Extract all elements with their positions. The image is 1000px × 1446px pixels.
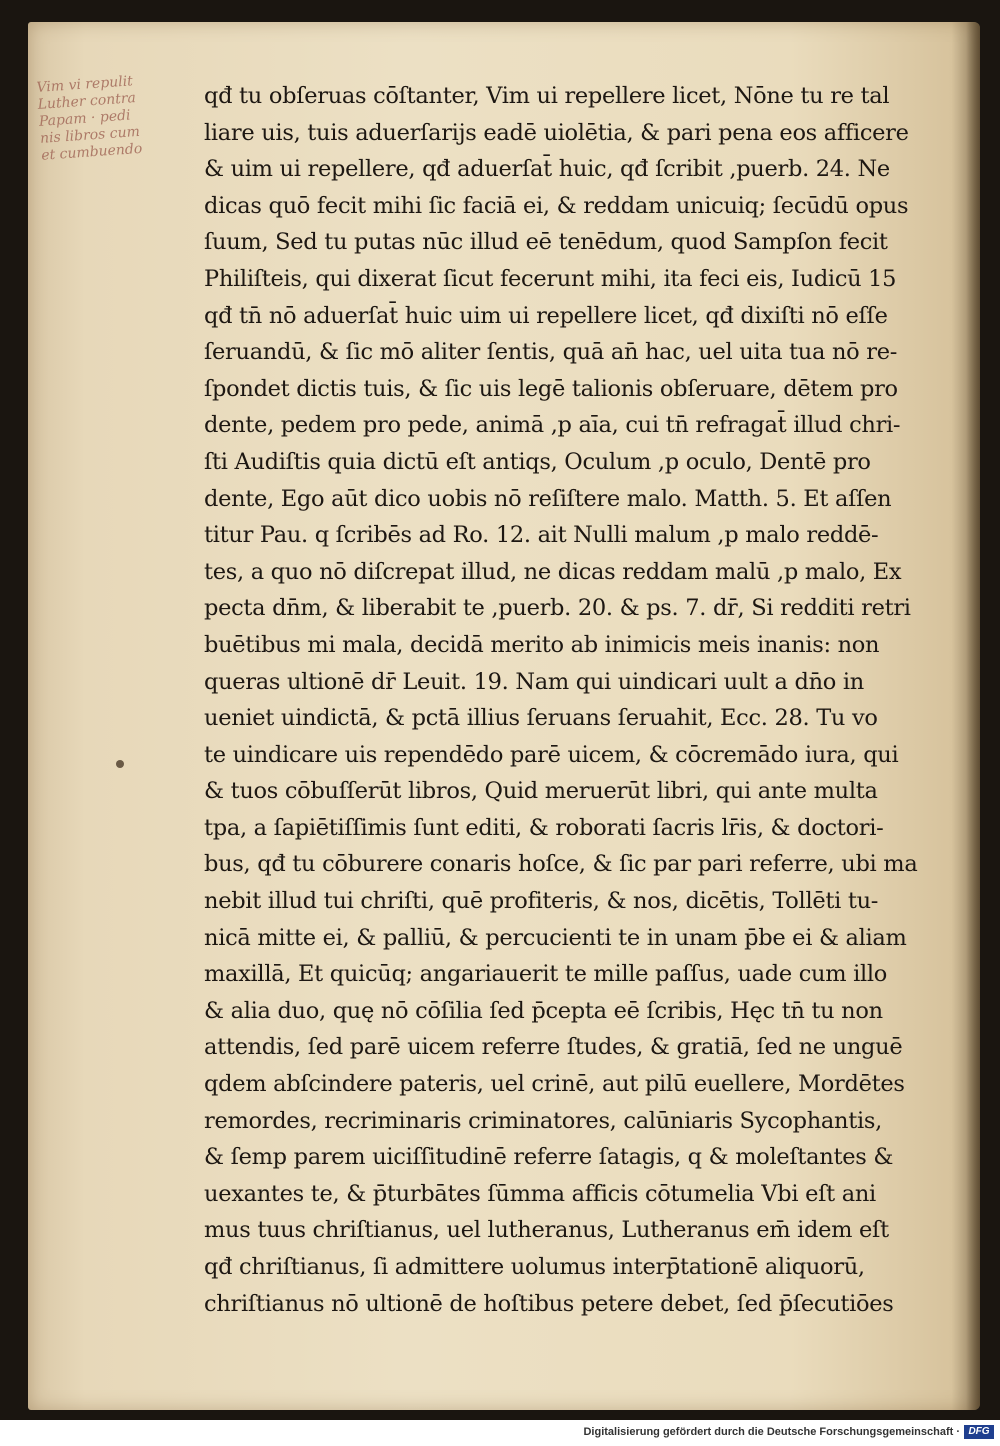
text-line: remordes, recriminaris criminatores, calūniaris Sycophantis, <box>204 1107 882 1134</box>
text-line: chriſtianus nō ultionē de hoſtibus petere debet, ſed p̄ſecutiōes <box>204 1290 894 1317</box>
text-line: pecta dn̄m, & liberabit te ,puerb. 20. & ps. 7. dr̄, Si redditi retri <box>204 595 911 622</box>
text-line: ſti Audiſtis quia dictū eſt antiqs, Oculum ,p oculo, Dentē pro <box>204 448 871 475</box>
text-line: qđ tn̄ nō aduerſat̄ huic uim ui repellere licet, qđ dixiſti nō eſſe <box>204 302 888 329</box>
funding-credit: Digitalisierung gefördert durch die Deutsche Forschungsgemeinschaft · <box>583 1426 960 1438</box>
text-line: bus, qđ tu cōburere conaris hoſce, & ſic par pari referre, ubi ma <box>204 851 918 878</box>
text-line: dicas quō fecit mihi ſic faciā ei, & reddam unicuiq; ſecūdū opus <box>204 192 909 219</box>
book-page <box>28 22 980 1410</box>
marginalia-line: Luther contra <box>37 90 137 113</box>
text-line: ſpondet dictis tuis, & ſic uis legē talionis obſeruare, dētem pro <box>204 375 898 402</box>
text-line: nebit illud tui chriſti, quē profiteris, & nos, dicētis, Tollēti tu- <box>204 888 879 915</box>
body-text <box>204 78 964 1322</box>
text-line: & tuos cōbuſſerūt libros, Quid meruerūt libri, qui ante multa <box>204 778 878 805</box>
footer-bar <box>0 1420 1000 1446</box>
text-line: attendis, ſed parē uicem referre ſtudes, & gratiā, ſed ne unguē <box>204 1034 903 1061</box>
marginalia-line: Vim vi repulit <box>36 73 134 96</box>
text-line: titur Pau. q ſcribēs ad Ro. 12. ait Nulli malum ,p malo reddē- <box>204 522 879 549</box>
text-line: ſuum, Sed tu putas nūc illud eē tenēdum, quod Sampſon fecit <box>204 229 888 256</box>
text-line: nicā mitte ei, & palliū, & percucienti te in unam p̄be ei & aliam <box>204 924 907 951</box>
marginalia-line: Papam · pedi <box>38 107 132 130</box>
text-line: mus tuus chriſtianus, uel lutheranus, Lutheranus em̄ idem eſt <box>204 1217 889 1244</box>
text-line: dente, pedem pro pede, animā ,p aīa, cui tn̄ refragat̄ illud chri- <box>204 412 901 439</box>
text-line: & ſemp parem uiciſſitudinē referre ſatagis, q & moleſtantes & <box>204 1144 894 1171</box>
marginalia-line: nis libros cum <box>39 123 141 147</box>
text-line: Philiſteis, qui dixerat ſicut fecerunt mihi, ita feci eis, Iudicū 15 <box>204 265 897 292</box>
ink-spot <box>116 760 124 768</box>
text-line: ſeruandū, & ſic mō aliter ſentis, quā an̄ hac, uel uita tua nō re- <box>204 339 898 366</box>
text-line: & uim ui repellere, qđ aduerſat̄ huic, qđ ſcribit ,puerb. 24. Ne <box>204 156 890 183</box>
handwritten-marginalia <box>36 68 212 165</box>
text-line: dente, Ego aūt dico uobis nō reſiſtere malo. Matth. 5. Et aſſen <box>204 485 892 512</box>
text-line: qdem abſcindere pateris, uel crinē, aut pilū euellere, Mordētes <box>204 1071 905 1098</box>
text-line: liare uis, tuis aduerſarijs eadē uiolētia, & pari pena eos afficere <box>204 119 909 146</box>
text-line: te uindicare uis rependēdo parē uicem, & cōcremādo iura, qui <box>204 741 899 768</box>
text-line: uexantes te, & p̄turbātes ſūmma afficis cōtumelia Vbi eſt ani <box>204 1180 876 1207</box>
text-line: qđ tu obſeruas cōſtanter, Vim ui repellere licet, Nōne tu re tal <box>204 83 890 109</box>
dfg-logo[interactable]: DFG <box>964 1425 994 1439</box>
text-line: maxillā, Et quicūq; angariauerit te mille paſſus, uade cum illo <box>204 961 888 988</box>
text-line: & alia duo, quę nō cōſilia ſed p̄cepta eē ſcribis, Hęc tn̄ tu non <box>204 997 883 1024</box>
text-line: buētibus mi mala, decidā merito ab inimicis meis inanis: non <box>204 631 880 658</box>
text-line: ueniet uindictā, & pctā illius ſeruans ſeruahit, Ecc. 28. Tu vo <box>204 705 878 732</box>
text-line: qđ chriſtianus, ſi admittere uolumus interp̄tationē aliquorū, <box>204 1254 865 1280</box>
text-line: tpa, a ſapiētiſſimis ſunt editi, & roborati ſacris lr̄is, & doctori- <box>204 814 884 841</box>
page-edge-shadow <box>966 22 980 1410</box>
marginalia-line: et cumbuendo <box>40 140 143 164</box>
text-line: queras ultionē dr̄ Leuit. 19. Nam qui uindicari uult a dn̄o in <box>204 668 864 695</box>
text-line: tes, a quo nō diſcrepat illud, ne dicas reddam malū ,p malo, Ex <box>204 558 902 585</box>
